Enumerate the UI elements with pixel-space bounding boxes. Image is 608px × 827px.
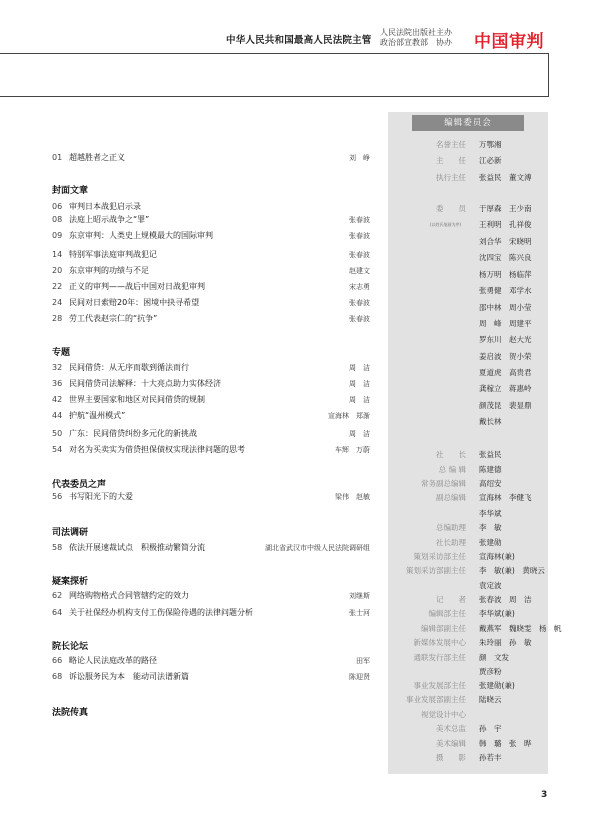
- toc-section-heading: 法院传真: [52, 708, 89, 718]
- toc-article-title: 民间对日索赔20年：困境中抉寻希望: [69, 298, 200, 307]
- toc-entry[interactable]: [52, 214, 370, 226]
- toc-article-title: 对名为买卖实为借贷担保债权实现法律问题的思考: [69, 445, 245, 454]
- toc-entry[interactable]: [52, 655, 370, 667]
- editorial-names: 李华斌: [479, 509, 502, 518]
- toc-page-number: 28: [52, 314, 63, 323]
- toc-page-number: 54: [52, 445, 63, 454]
- editorial-names: 韩 璐 张 晔: [479, 739, 532, 748]
- editorial-role: 常务副总编辑: [421, 479, 466, 488]
- toc-entry[interactable]: [52, 297, 370, 309]
- editorial-names: 孙 宇: [479, 724, 502, 733]
- editorial-names: 宣海林(兼): [479, 552, 515, 561]
- editorial-role: 执行主任: [436, 173, 466, 182]
- toc-author: 湖北省武汉市中级人民法院调研组: [265, 544, 370, 552]
- toc-page-number: 50: [52, 429, 63, 438]
- toc-entry[interactable]: [52, 491, 370, 503]
- toc-page-number: 08: [52, 215, 63, 224]
- toc-page-number: 32: [52, 363, 63, 372]
- toc-article-title: 超越胜者之正义: [69, 153, 125, 162]
- toc-entry[interactable]: [52, 378, 370, 390]
- toc-article-title: 特别军事法庭审判战犯记: [69, 250, 157, 259]
- editorial-names: 周 峰 周建平: [479, 319, 532, 328]
- editorial-names: 李 敏(兼) 黄晓云: [479, 566, 545, 575]
- toc-entry[interactable]: [52, 394, 370, 406]
- toc-article-title: 法庭上昭示战争之“罪”: [69, 215, 150, 224]
- editorial-names: 朱玲丽 孙 敏: [479, 638, 532, 647]
- editorial-role: 名誉主任: [436, 140, 466, 149]
- editorial-title: 编辑委员会: [412, 115, 524, 131]
- toc-author: 车辉 万蔚: [335, 446, 370, 454]
- toc-entry[interactable]: [52, 444, 370, 456]
- toc-article-title: 广东：民间借贷纠纷多元化的新挑战: [69, 429, 197, 438]
- toc-entry[interactable]: [52, 542, 370, 554]
- toc-entry[interactable]: [52, 313, 370, 325]
- toc-entry[interactable]: [52, 230, 370, 242]
- editorial-role: 编辑部主任: [428, 609, 466, 618]
- editorial-names: 戴长林: [479, 417, 502, 426]
- toc-entry[interactable]: [52, 249, 370, 261]
- toc-author: 周 洁: [349, 380, 370, 388]
- editorial-names: 杨万明 杨临萍: [479, 270, 532, 279]
- editorial-names: 张春波 周 洁: [479, 595, 532, 604]
- editorial-role: 总 编 辑: [438, 465, 466, 474]
- editorial-role: 美术编辑: [436, 739, 466, 748]
- editorial-names: 张益民: [479, 450, 502, 459]
- editorial-names: 江必新: [479, 156, 502, 165]
- toc-section-heading: 代表委员之声: [52, 480, 107, 490]
- toc-article-title: 网络购物格式合同管辖约定的效力: [69, 591, 189, 600]
- toc-article-title: 民间借贷司法解释：十大亮点助力实体经济: [69, 379, 221, 388]
- editorial-names: 张益民 董文溥: [479, 173, 532, 182]
- toc-section-heading: 司法调研: [52, 528, 89, 538]
- editorial-role: 总编助理: [436, 523, 466, 532]
- editorial-role: 主 任: [436, 156, 466, 165]
- editorial-names: 李 敏: [479, 523, 502, 532]
- toc-entry[interactable]: [52, 671, 370, 683]
- editorial-names: 贾彦粉: [479, 667, 502, 676]
- editorial-role: 摄 影: [436, 753, 466, 762]
- editorial-role: 编辑部副主任: [421, 624, 466, 633]
- publisher-text: [380, 28, 452, 48]
- toc-author: 张春波: [349, 315, 370, 323]
- toc-author: 张春波: [349, 216, 370, 224]
- header-vertical-rule: [548, 53, 549, 97]
- editorial-role: 社 长: [436, 450, 466, 459]
- page-number: 3: [541, 790, 548, 800]
- toc-page-number: 01: [52, 153, 63, 162]
- publisher-line-2: 政治部宣教部 协办: [380, 38, 452, 47]
- toc-article-title: 东京审判：人类史上规模最大的国际审判: [69, 231, 213, 240]
- toc-entry[interactable]: [52, 152, 370, 164]
- toc-author: 张春波: [349, 232, 370, 240]
- editorial-role: 记 者: [436, 595, 466, 604]
- toc-author: 赵建文: [349, 267, 370, 275]
- editorial-names: 龚稼立 蒋惠岭: [479, 384, 532, 393]
- supervisor-text: 中华人民共和国最高人民法院主管: [226, 35, 372, 46]
- toc-author: 刘继斯: [349, 592, 370, 600]
- toc-article-title: 世界主要国家和地区对民间借贷的规制: [69, 395, 205, 404]
- publisher-line-1: 人民法院出版社主办: [380, 28, 452, 37]
- toc-entry[interactable]: [52, 201, 370, 213]
- toc-article-title: 东京审判的功绩与不足: [69, 266, 149, 275]
- editorial-names: 宣海林 李健飞: [479, 493, 532, 502]
- editorial-names: 罗东川 赵大光: [479, 335, 532, 344]
- editorial-names: 王利明 孔祥俊: [479, 220, 532, 229]
- masthead: [0, 26, 608, 52]
- editorial-role: 社长助理: [436, 538, 466, 547]
- toc-page-number: 42: [52, 395, 63, 404]
- toc-page-number: 64: [52, 608, 63, 617]
- editorial-names: 陆晓云: [479, 695, 502, 704]
- toc-author: 张士河: [349, 609, 370, 617]
- toc-article-title: 民间借贷：从无序而歇到循法而行: [69, 363, 189, 372]
- toc-page-number: 20: [52, 266, 63, 275]
- toc-author: 刘 峥: [349, 154, 370, 162]
- editorial-names: 孙若丰: [479, 753, 502, 762]
- toc-page-number: 14: [52, 250, 63, 259]
- editorial-names: 陈建德: [479, 465, 502, 474]
- toc-page-number: 36: [52, 379, 63, 388]
- editorial-names: 夏道虎 高贵君: [479, 368, 532, 377]
- toc-author: 周 洁: [349, 430, 370, 438]
- toc-page-number: 66: [52, 656, 63, 665]
- editorial-names: 袁定波: [479, 581, 502, 590]
- toc-author: 张春波: [349, 251, 370, 259]
- editorial-names: 戴燕军 魏晓雯 杨 帆: [479, 624, 562, 633]
- toc-section-heading: 专题: [52, 348, 71, 358]
- toc-author: 田军: [356, 657, 370, 665]
- editorial-names: 颜 文发: [479, 653, 509, 662]
- toc-author: 宋志勇: [349, 283, 370, 291]
- editorial-role: 美术总监: [436, 724, 466, 733]
- editorial-names: 张勇健 邓学水: [479, 286, 532, 295]
- toc-page-number: 62: [52, 591, 63, 600]
- editorial-names: 姜启波 贺小荣: [479, 352, 532, 361]
- toc-article-title: 依法开展速裁试点 积极推动繁简分流: [69, 543, 205, 552]
- toc-page-number: 24: [52, 298, 63, 307]
- toc-page-number: 58: [52, 543, 63, 552]
- title-rule: [0, 96, 548, 97]
- editorial-role: 事业发展部副主任: [406, 695, 466, 704]
- header-rule: [0, 53, 548, 54]
- toc-entry[interactable]: [52, 265, 370, 277]
- toc-entry[interactable]: [52, 281, 370, 293]
- editorial-role: 委 员: [436, 204, 466, 213]
- toc-section-heading: 疑案探析: [52, 577, 89, 587]
- editorial-role: 事业发展部主任: [413, 681, 466, 690]
- editorial-names: 高绍安: [479, 479, 502, 488]
- editorial-role: 新媒体发展中心: [413, 638, 466, 647]
- toc-entry[interactable]: [52, 428, 370, 440]
- editorial-names: 颜茂昆 裴显鼎: [479, 401, 532, 410]
- toc-entry[interactable]: [52, 362, 370, 374]
- toc-section-heading: 封面文章: [52, 186, 89, 196]
- toc-article-title: 护航“温州模式”: [69, 411, 126, 420]
- toc-author: 周 洁: [349, 364, 370, 372]
- editorial-names: 刘合华 宋晓明: [479, 237, 532, 246]
- toc-article-title: 诉讼服务民为本 能动司法谱新篇: [69, 672, 189, 681]
- toc-article-title: 略论人民法庭改革的路径: [69, 656, 157, 665]
- toc-article-title: 关于社保经办机构支付工伤保险待遇的法律问题分析: [69, 608, 253, 617]
- toc-page-number: 06: [52, 202, 63, 211]
- editorial-note: (以姓氏笔画为序): [430, 222, 462, 227]
- toc-entry[interactable]: [52, 410, 370, 422]
- editorial-names: 张建勋: [479, 538, 502, 547]
- editorial-role: 通联发行部主任: [413, 653, 466, 662]
- toc-article-title: 正义的审判——战后中国对日战犯审判: [69, 282, 205, 291]
- toc-author: 梁伟 赵敏: [335, 493, 370, 501]
- toc-page-number: 56: [52, 492, 63, 501]
- toc-article-title: 劳工代表赵宗仁的“抗争”: [69, 314, 158, 323]
- editorial-names: 张建勋(兼): [479, 681, 515, 690]
- toc-author: 宣海林 郑渐: [328, 412, 370, 420]
- editorial-role: 视觉设计中心: [421, 710, 466, 719]
- toc-page-number: 22: [52, 282, 63, 291]
- editorial-names: 于厚森 王少南: [479, 204, 532, 213]
- toc-section-heading: 院长论坛: [52, 642, 89, 652]
- toc-entry[interactable]: [52, 590, 370, 602]
- toc-author: 张春波: [349, 299, 370, 307]
- editorial-role: 副总编辑: [436, 493, 466, 502]
- editorial-names: 邵中林 周小莹: [479, 303, 532, 312]
- editorial-names: 万鄂湘: [479, 140, 502, 149]
- toc-page-number: 44: [52, 411, 63, 420]
- toc-author: 陈迎贤: [349, 673, 370, 681]
- editorial-role: 策划采访部副主任: [406, 566, 466, 575]
- journal-logo: 中国审判: [474, 32, 544, 52]
- toc-article-title: 书写阳光下的大爱: [69, 492, 133, 501]
- editorial-names: 沈四宝 陈兴良: [479, 253, 532, 262]
- toc-author: 周 洁: [349, 396, 370, 404]
- editorial-names: 李华斌(兼): [479, 609, 515, 618]
- toc-entry[interactable]: [52, 607, 370, 619]
- editorial-role: 策划采访部主任: [413, 552, 466, 561]
- toc-page-number: 68: [52, 672, 63, 681]
- toc-page-number: 09: [52, 231, 63, 240]
- toc-article-title: 审判日本战犯启示录: [69, 202, 141, 211]
